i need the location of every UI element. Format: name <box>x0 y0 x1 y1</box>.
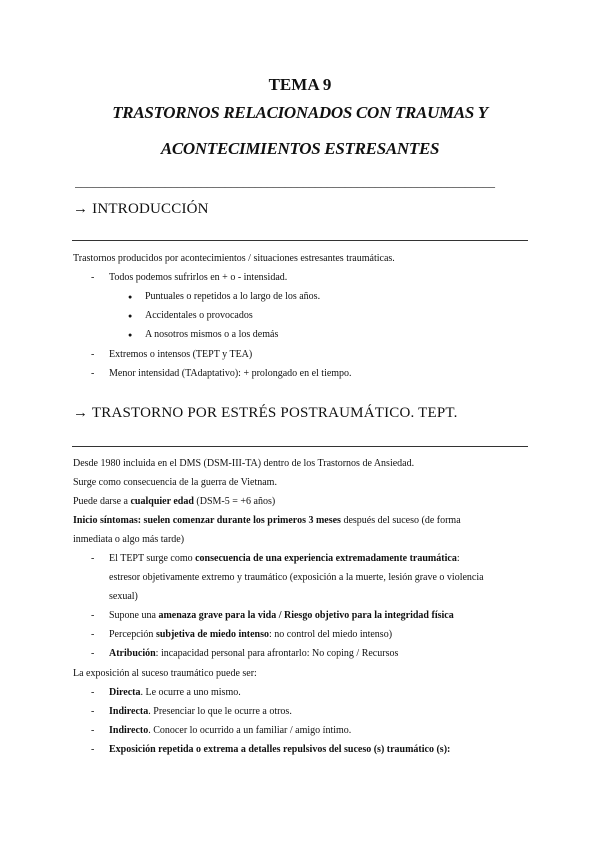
tept-item-1-cont: estresor objetivamente extremo y traumático (exposición a la muerte, lesión grave o violencia <box>109 572 484 583</box>
intro-item-2: Extremos o intensos (TEPT y TEA) <box>109 349 253 360</box>
exposure-item-3: Indirecto. Conocer lo ocurrido a un familiar / amigo íntimo. <box>109 725 352 736</box>
exposure-lead: La exposición al suceso traumático puede ser: <box>73 668 257 679</box>
bullet-dot: ● <box>128 312 133 320</box>
title-separator: ______________________________________________________________________ <box>75 175 495 189</box>
intro-item-1: Todos podemos sufrirlos en + o - intensidad. <box>109 272 288 283</box>
dash-bullet: - <box>91 349 95 360</box>
section-heading-tept: → TRASTORNO POR ESTRÉS POSTRAUMÁTICO. TEPT. <box>73 405 458 421</box>
dash-bullet: - <box>91 272 95 283</box>
chapter-number: TEMA 9 <box>268 75 332 94</box>
dash-bullet: - <box>91 725 95 736</box>
intro-lead: Trastornos producidos por acontecimientos / situaciones estresantes traumáticas. <box>73 253 395 264</box>
exposure-item-1: Directa. Le ocurre a uno mismo. <box>109 687 241 698</box>
tept-item-1: El TEPT surge como consecuencia de una experiencia extremadamente traumática: <box>109 553 460 564</box>
exposure-item-4: Exposición repetida o extrema a detalles repulsivos del suceso (s) traumático (s): <box>109 744 451 755</box>
tept-paragraph-4: Inicio síntomas: suelen comenzar durante los primeros 3 meses después del suceso (de forma <box>73 515 461 526</box>
tept-item-1-cont-2: sexual) <box>109 591 138 602</box>
section-divider <box>72 446 528 447</box>
tept-paragraph-3: Puede darse a cualquier edad (DSM-5 = +6 años) <box>73 496 276 507</box>
tept-paragraph-2: Surge como consecuencia de la guerra de Vietnam. <box>73 477 277 488</box>
intro-bullet-1: Puntuales o repetidos a lo largo de los años. <box>145 291 321 302</box>
intro-item-3: Menor intensidad (TAdaptativo): + prolongado en el tiempo. <box>109 368 352 379</box>
bullet-dot: ● <box>128 331 133 339</box>
exposure-item-2: Indirecta. Presenciar lo que le ocurre a otros. <box>109 706 292 717</box>
bullet-dot: ● <box>128 293 133 301</box>
dash-bullet: - <box>91 629 95 640</box>
dash-bullet: - <box>91 648 95 659</box>
section-heading-introduccion: → INTRODUCCIÓN <box>73 201 209 217</box>
tept-item-2: Supone una amenaza grave para la vida / Riesgo objetivo para la integridad física <box>109 610 454 621</box>
dash-bullet: - <box>91 706 95 717</box>
tept-paragraph-1: Desde 1980 incluida en el DMS (DSM-III-TA) dentro de los Trastornos de Ansiedad. <box>73 458 415 469</box>
dash-bullet: - <box>91 368 95 379</box>
tept-item-3: Percepción subjetiva de miedo intenso: no control del miedo intenso) <box>109 629 393 640</box>
dash-bullet: - <box>91 610 95 621</box>
section-divider <box>72 240 528 241</box>
chapter-title-line-1: TRASTORNOS RELACIONADOS CON TRAUMAS Y <box>112 103 488 122</box>
dash-bullet: - <box>91 744 95 755</box>
tept-paragraph-4-cont: inmediata o algo más tarde) <box>73 534 185 545</box>
chapter-title-line-2: ACONTECIMIENTOS ESTRESANTES <box>160 139 440 158</box>
intro-bullet-2: Accidentales o provocados <box>145 310 253 321</box>
dash-bullet: - <box>91 687 95 698</box>
dash-bullet: - <box>91 553 95 564</box>
intro-bullet-3: A nosotros mismos o a los demás <box>145 329 279 340</box>
tept-item-4: Atribución: incapacidad personal para afrontarlo: No coping / Recursos <box>109 648 399 659</box>
